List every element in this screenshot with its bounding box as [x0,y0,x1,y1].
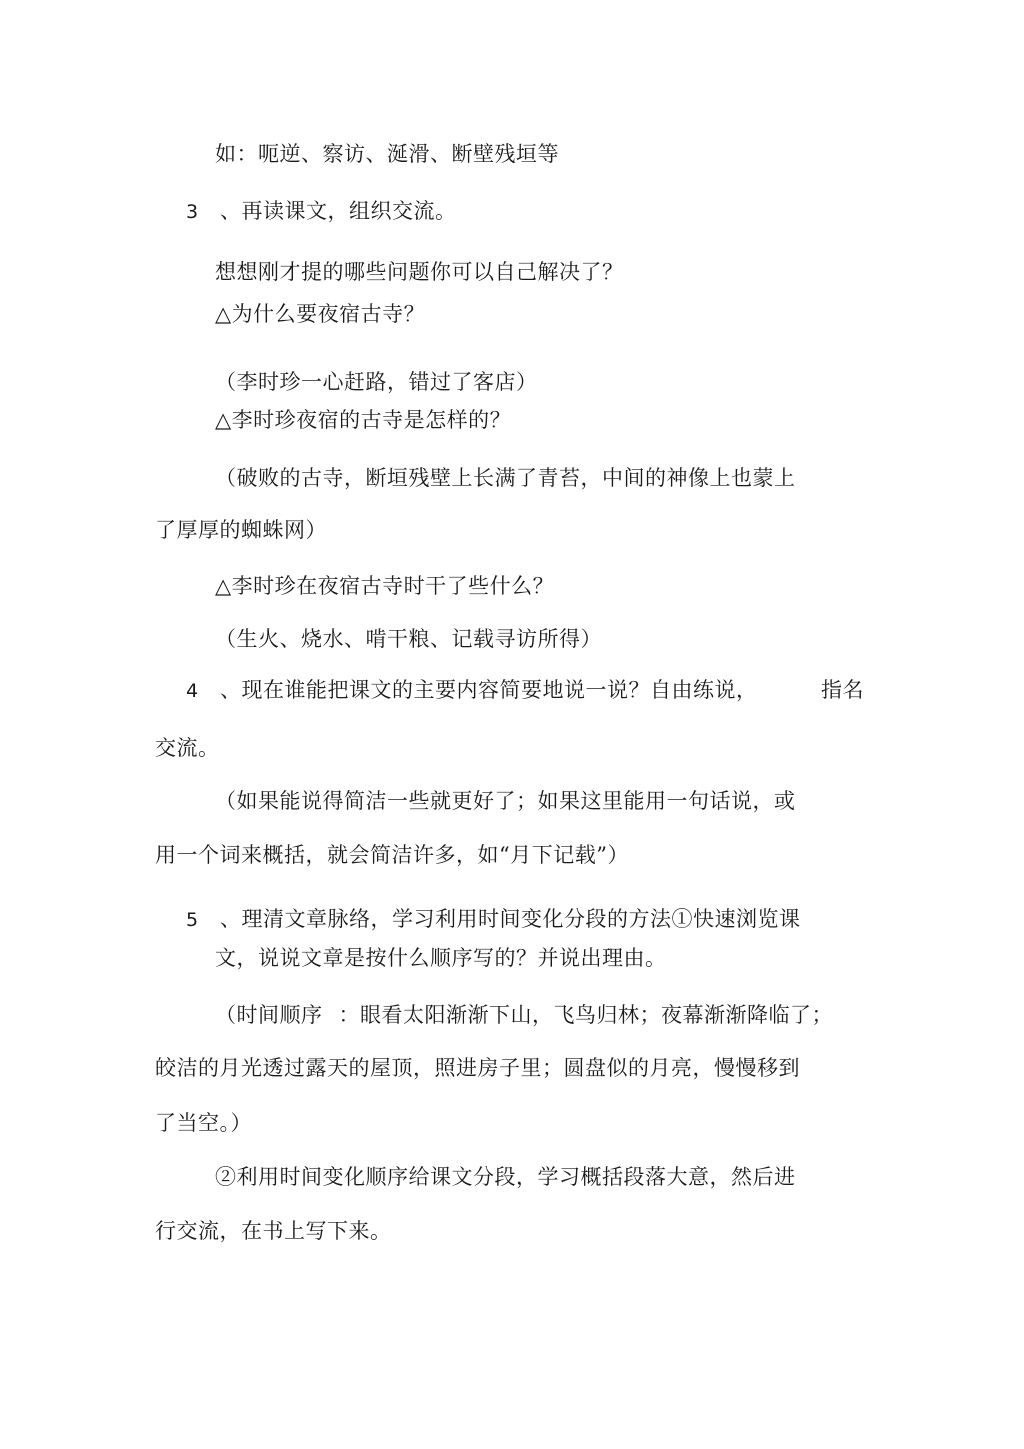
step-5-text: 、理清文章脉络，学习利用时间变化分段的方法①快速浏览课 [220,907,801,931]
answer-2-line-1: （破败的古寺，断垣残壁上长满了青苔，中间的神像上也蒙上 [215,466,796,490]
time-order-label: （时间顺序 [215,1003,323,1027]
note-line-2: 用一个词来概括，就会简洁许多，如“月下记载”） [155,843,629,867]
time-order-line-2: 皎洁的月光透过露天的屋顶，照进房子里；圆盘似的月亮，慢慢移到 [155,1056,800,1080]
step-4-number: 4 [186,680,199,702]
time-order-line-3: 了当空。） [155,1111,252,1135]
question-1: △为什么要夜宿古寺？ [215,302,426,326]
example-words-line: 如：呃逆、察访、涎滑、断壁残垣等 [215,142,559,166]
time-order-detail: ：眼看太阳渐渐下山，飞鸟归林；夜幕渐渐降临了； [338,1003,833,1027]
note-line-1: （如果能说得简洁一些就更好了；如果这里能用一句话说，或 [215,789,796,813]
step-3-text: 、再读课文，组织交流。 [220,199,457,223]
question-3: △李时珍在夜宿古寺时干了些什么？ [215,574,555,598]
step-4-tail: 指名 [821,678,864,702]
step-3-heading [186,197,457,226]
step-4-line-2: 交流。 [155,736,220,760]
answer-3: （生火、烧水、啃干粮、记载寻访所得） [215,627,602,651]
answer-2-line-2: 了厚厚的蜘蛛网） [155,518,327,542]
answer-1: （李时珍一心赶路，错过了客店） [215,370,538,394]
step-5-line-2: 文，说说文章是按什么顺序写的？并说出理由。 [215,946,667,970]
step-5-number: 5 [186,909,199,931]
step-5-heading [186,905,801,934]
step-4-heading [186,676,758,705]
time-order-line-1 [215,1001,833,1029]
question-prompt: 想想刚才提的哪些问题你可以自己解决了？ [215,260,624,284]
step-3-number: 3 [186,201,199,223]
step-5-sub-2-line-2: 行交流，在书上写下来。 [155,1219,392,1243]
step-4-text: 、现在谁能把课文的主要内容简要地说一说？自由练说， [220,678,758,702]
question-2: △李时珍夜宿的古寺是怎样的？ [215,408,512,432]
step-5-sub-2-line-1: ②利用时间变化顺序给课文分段，学习概括段落大意，然后进 [215,1165,796,1189]
